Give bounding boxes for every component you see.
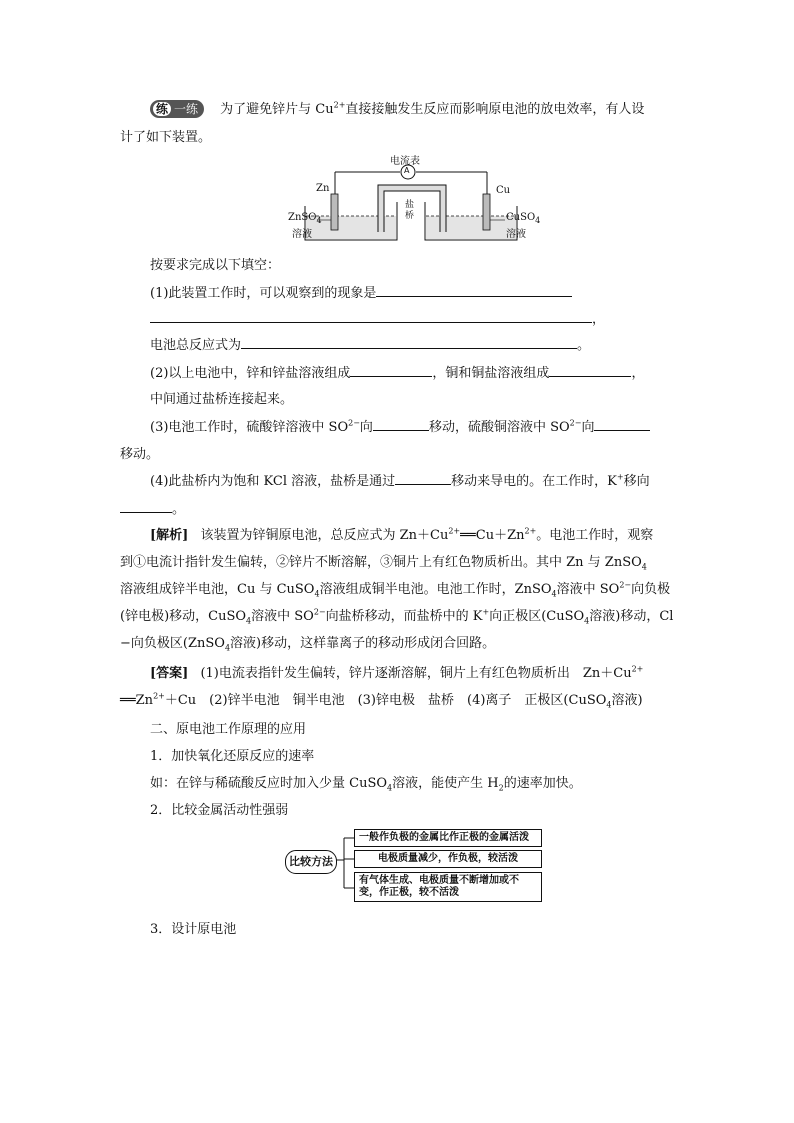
analysis-line1	[150, 524, 653, 543]
question-1-total-end: 。	[577, 338, 591, 353]
question-3-cont: 移动。	[120, 447, 160, 462]
analysis-l3-ion: 2−	[619, 580, 632, 590]
analysis-l1-c: 。电池工作时，观察	[536, 528, 654, 543]
section2-ex-sub2: 2	[498, 783, 504, 793]
section2-item2: 2．比较金属活动性强弱	[150, 803, 289, 818]
answer-l2-b: ＋Cu (2)锌半电池 铜半电池 (3)锌电极 盐桥 (4)离子 正极区(CuSO	[164, 693, 607, 708]
question-1-comma: ，	[592, 312, 606, 327]
practice-intro-text1: 为了避免锌片与 Cu	[220, 102, 334, 117]
answer-l2-sub: 4	[606, 700, 612, 710]
practice-tag-sub: 一练	[174, 102, 199, 116]
left-solution-word: 溶液	[292, 229, 312, 240]
zn-label: Zn	[316, 183, 330, 194]
analysis-l2-sub: 4	[641, 562, 647, 572]
practice-intro-text2: 直接接触发生反应而影响原电池的放电效率，有人设	[345, 102, 645, 117]
analysis-l3-d: 向负极	[631, 582, 671, 597]
practice-intro-line1	[150, 98, 644, 118]
analysis-sup-1: 2+	[448, 526, 461, 536]
bridge-label-2: 桥	[405, 211, 415, 221]
analysis-line2	[120, 551, 647, 570]
answer-blank-2b[interactable]	[549, 363, 631, 377]
right-solution-formula: CuSO	[506, 212, 536, 223]
compare-branch-2: 电极质量减少，作负极，较活泼	[354, 850, 542, 868]
question-3-ion-2: 2−	[569, 418, 582, 428]
answer-l2-sup: 2+	[153, 691, 165, 701]
analysis-l4-d: 向正极区(CuSO	[489, 609, 585, 624]
analysis-l5-b: 溶液)移动，这样靠离子的移动形成闭合回路。	[230, 636, 496, 651]
question-4-text-b: 移动来导电的。在工作时，K	[451, 474, 617, 489]
analysis-l5: −向负极区(ZnSO	[120, 636, 225, 651]
compare-branch-3-line1: 有气体生成、电极质量不断增加或不	[359, 875, 519, 886]
section2-ex-sub4: 4	[387, 783, 393, 793]
compare-branch-3-line2: 变，作正极，较不活泼	[359, 887, 459, 898]
answer-blank-3a[interactable]	[373, 417, 429, 431]
analysis-l3-c: 溶液中 SO	[556, 582, 620, 597]
answer-l2-a: ══Zn	[120, 693, 154, 708]
analysis-l3-sub2: 4	[551, 589, 557, 599]
answer-l1-sup: 2+	[631, 664, 644, 674]
question-4-end: 。	[172, 502, 186, 517]
question-2-text-a: (2)以上电池中，锌和锌盐溶液组成	[150, 366, 351, 381]
analysis-line5	[120, 632, 495, 651]
analysis-l5-sub: 4	[224, 643, 231, 653]
analysis-l4-c: 向盐桥移动，而盐桥中的 K	[325, 609, 483, 624]
question-3-text-d: 向	[581, 420, 595, 435]
analysis-sup-2: 2+	[524, 526, 537, 536]
left-solution-sub: 4	[316, 216, 322, 225]
answer-line2	[120, 689, 643, 708]
question-2	[150, 362, 644, 381]
section2-item1: 1．加快氧化还原反应的速率	[150, 749, 315, 764]
analysis-l4-e: 溶液)移动，Cl	[589, 609, 674, 624]
question-1-total	[150, 334, 590, 353]
analysis-l4-ion: 2−	[313, 607, 326, 617]
cu-label: Cu	[496, 185, 511, 196]
analysis-l4-sup: +	[482, 607, 490, 617]
left-solution-label	[288, 212, 322, 223]
answer-l1-a: (1)电流表指针发生偏转，锌片逐渐溶解，铜片上有红色物质析出 Zn＋Cu	[200, 666, 632, 681]
analysis-l3-a: 溶液组成锌半电池，Cu 与 CuSO	[120, 582, 315, 597]
section2-item3: 3．设计原电池	[150, 922, 237, 937]
practice-tag-main: 练	[152, 101, 172, 117]
question-3-text-b: 向	[359, 420, 373, 435]
answer-blank-1a[interactable]	[376, 283, 572, 297]
answer-l2-c: 溶液)	[611, 693, 643, 708]
section2-ex-a: 如：在锌与稀硫酸反应时加入少量 CuSO	[150, 776, 388, 791]
question-3-ion-1: 2−	[348, 418, 360, 428]
compare-branch-3	[354, 872, 542, 902]
question-4-sup: +	[616, 472, 624, 482]
answer-blank-1b[interactable]	[150, 309, 592, 323]
questions-prompt: 按要求完成以下填空：	[150, 258, 281, 273]
bridge-label-1: 盐	[405, 200, 415, 210]
question-3-text-c: 移动，硫酸铜溶液中 SO	[428, 420, 570, 435]
analysis-l1-b: ══Cu＋Zn	[460, 528, 525, 543]
analysis-l4-b: 溶液中 SO	[251, 609, 314, 624]
analysis-l3-sub1: 4	[314, 589, 320, 599]
right-solution-label	[506, 212, 540, 223]
question-2-text-b: ，铜和铜盐溶液组成	[432, 366, 550, 381]
practice-intro-sup: 2+	[333, 100, 346, 110]
question-1-total-text: 电池总反应式为	[150, 338, 242, 353]
answer-label: [答案]	[150, 666, 189, 681]
section2-ex-c: 的速率加快。	[503, 776, 582, 791]
answer-blank-1c[interactable]	[241, 335, 577, 349]
practice-tag	[150, 100, 204, 118]
question-2-cont: 中间通过盐桥连接起来。	[150, 392, 294, 407]
question-3-text-a: (3)电池工作时，硫酸锌溶液中 SO	[150, 420, 349, 435]
analysis-l4-a: (锌电极)移动，CuSO	[120, 609, 247, 624]
right-solution-word: 溶液	[506, 229, 526, 240]
analysis-label: [解析]	[150, 528, 189, 543]
ammeter-label: 电流表	[390, 156, 420, 167]
question-1	[150, 282, 572, 301]
right-solution-sub: 4	[535, 216, 541, 225]
question-4-text-a: (4)此盐桥内为饱和 KCl 溶液，盐桥是通过	[150, 474, 396, 489]
answer-line1	[150, 662, 643, 681]
question-1-text: (1)此装置工作时，可以观察到的现象是	[150, 286, 377, 301]
section2-heading: 二、原电池工作原理的应用	[150, 722, 307, 737]
answer-blank-2a[interactable]	[350, 363, 432, 377]
analysis-l3-b: 溶液组成铜半电池。电池工作时，ZnSO	[319, 582, 552, 597]
section2-item1-example	[150, 772, 582, 791]
practice-intro-line2: 计了如下装置。	[120, 130, 212, 145]
answer-blank-4a[interactable]	[395, 471, 451, 485]
analysis-l1-a: 该装置为锌铜原电池，总反应式为 Zn＋Cu	[200, 528, 449, 543]
analysis-line4	[120, 605, 673, 624]
analysis-l4-sub2: 4	[584, 616, 590, 626]
analysis-l4-sub1: 4	[246, 616, 252, 626]
analysis-line3	[120, 578, 670, 597]
question-4-cont	[120, 498, 185, 517]
section2-ex-b: 溶液，能使产生 H	[392, 776, 499, 791]
question-4-text-c: 移向	[623, 474, 650, 489]
answer-blank-3b[interactable]	[594, 417, 650, 431]
ammeter-symbol: A	[404, 166, 410, 175]
compare-root: 比较方法	[285, 850, 337, 874]
answer-blank-4b[interactable]	[120, 499, 172, 513]
question-2-text-c: ，	[631, 366, 645, 381]
analysis-l2: 到①电流计指针发生偏转，②锌片不断溶解，③铜片上有红色物质析出。其中 Zn 与 ZnSO	[120, 555, 642, 570]
compare-branch-1: 一般作负极的金属比作正极的金属活泼	[354, 829, 542, 847]
question-4	[150, 470, 650, 489]
question-3	[150, 416, 650, 435]
question-1-cont	[150, 308, 605, 327]
left-solution-formula: ZnSO	[288, 212, 317, 223]
